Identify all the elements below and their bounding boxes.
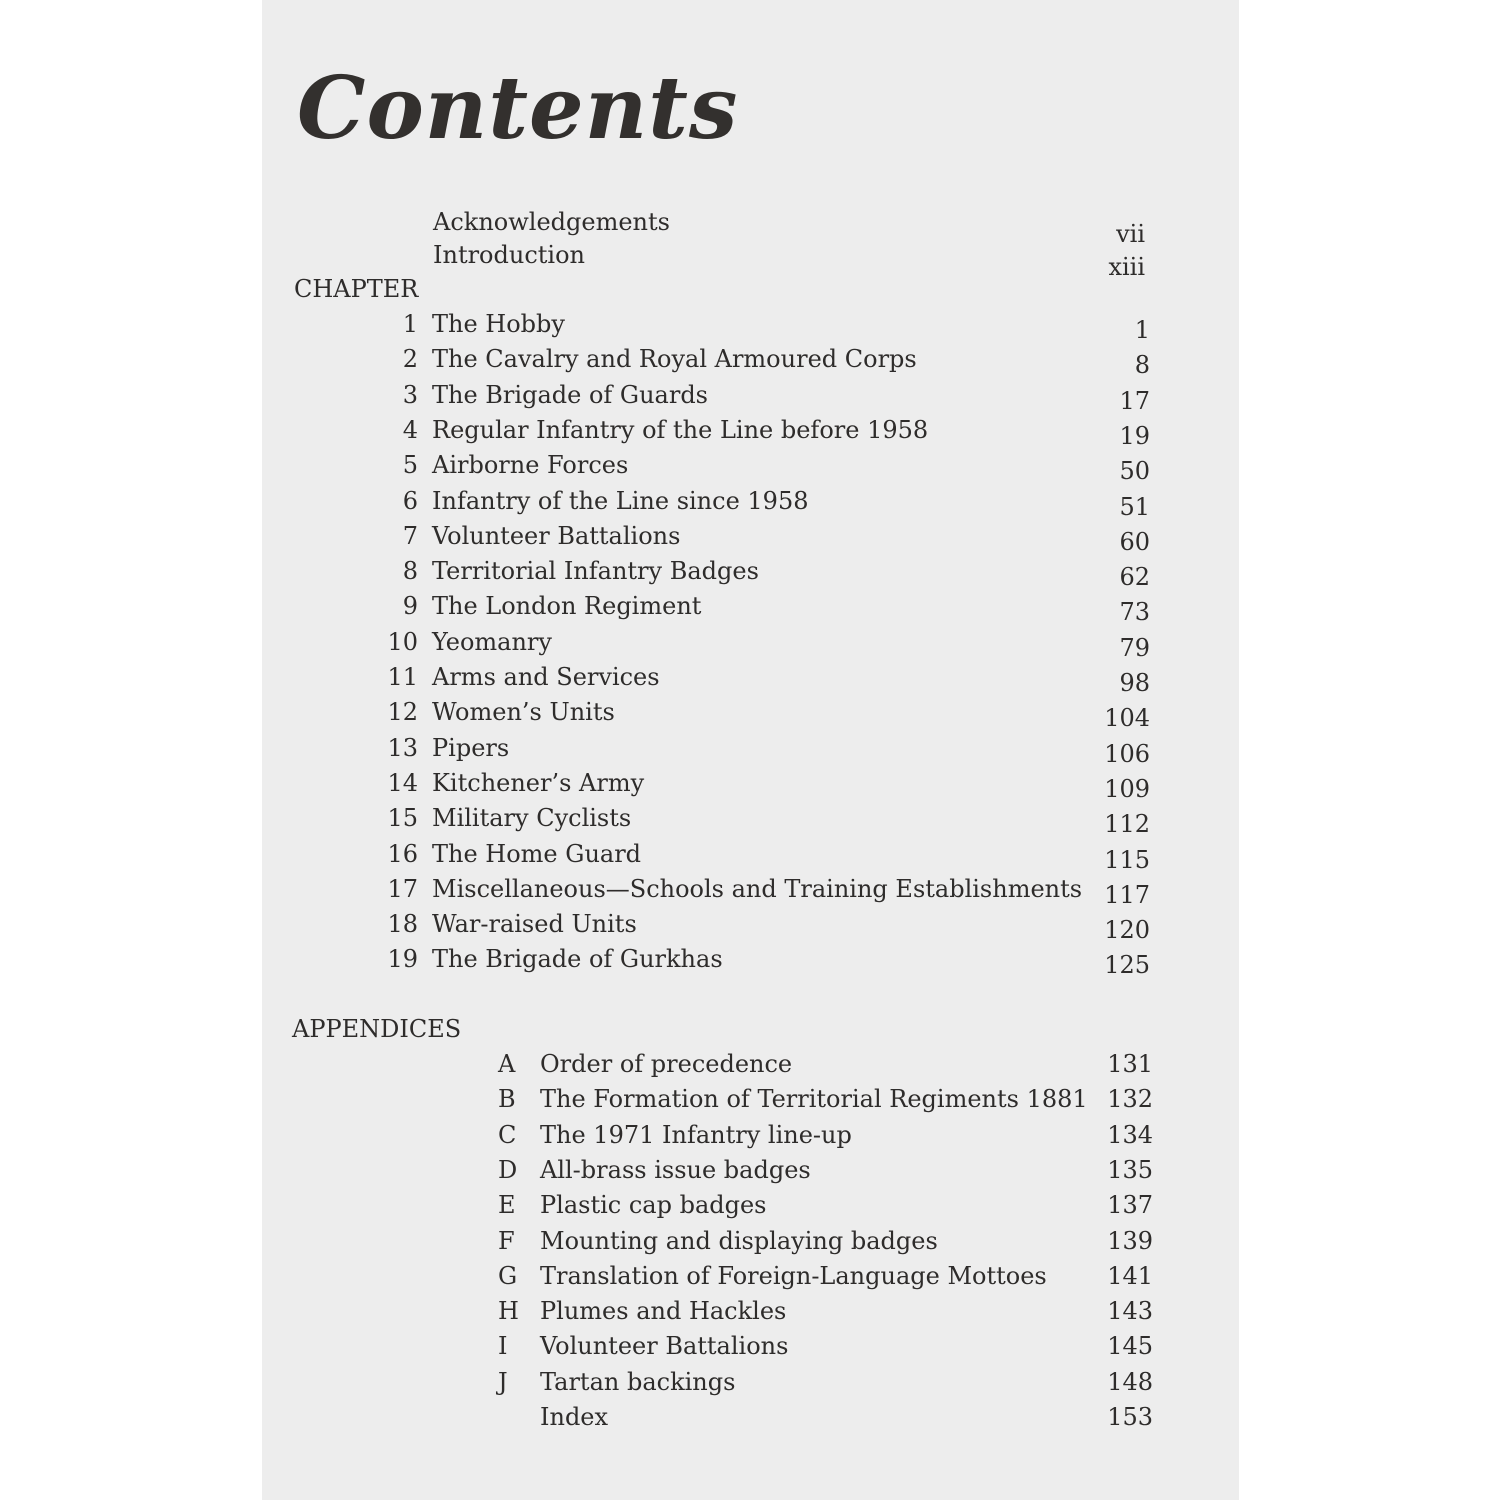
chapter-number: 3: [402, 380, 418, 409]
toc-page-number: 17: [1119, 386, 1150, 415]
toc-entry-title: Index: [540, 1403, 609, 1431]
toc-row: [378, 801, 1150, 839]
toc-row: [498, 1047, 1153, 1081]
toc-page-number: 79: [1119, 633, 1150, 662]
toc-entry-title: Volunteer Battalions: [432, 521, 681, 550]
toc-page-number: 137: [1107, 1191, 1153, 1220]
chapter-number: 9: [402, 592, 418, 621]
toc-page-number: 153: [1107, 1403, 1153, 1431]
chapter-number: 1: [402, 310, 418, 338]
toc-page-number: 104: [1104, 704, 1150, 733]
appendix-letter: B: [498, 1085, 516, 1114]
toc-page-number: 51: [1119, 492, 1150, 521]
toc-row: [498, 1259, 1153, 1293]
appendix-letter: H: [498, 1297, 519, 1326]
chapter-number: 5: [402, 451, 418, 480]
toc-page-number: 139: [1107, 1226, 1153, 1255]
toc-row: [378, 625, 1150, 662]
toc-entry-title: Miscellaneous—Schools and Training Establishments: [432, 874, 1083, 903]
toc-page-number: 134: [1107, 1120, 1153, 1149]
chapter-number: 14: [387, 768, 418, 797]
toc-page-number: 112: [1104, 810, 1150, 839]
toc-row: [498, 1224, 1153, 1258]
toc-row: [498, 1118, 1153, 1152]
toc-page-number: 135: [1107, 1155, 1153, 1184]
toc-entry-title: Plumes and Hackles: [540, 1297, 787, 1326]
toc-entry-title: Territorial Infantry Badges: [432, 557, 759, 586]
toc-entry-title: Pipers: [432, 733, 510, 762]
toc-entry-title: Women’s Units: [432, 698, 615, 727]
toc-row: [378, 907, 1150, 945]
chapter-number: 12: [387, 698, 418, 727]
toc-row: [378, 766, 1150, 803]
chapter-number: 6: [402, 486, 418, 515]
toc-entry-title: Acknowledgements: [433, 208, 670, 236]
toc-page-number: 120: [1104, 916, 1150, 945]
toc-row: [378, 695, 1150, 733]
toc-page-number: 148: [1107, 1367, 1153, 1396]
chapter-number: 8: [402, 557, 418, 586]
toc-row: [378, 837, 1150, 874]
appendices-heading: APPENDICES: [292, 1015, 462, 1043]
toc-page-number: vii: [1116, 220, 1145, 248]
chapter-number: 18: [387, 910, 418, 939]
toc-entry-title: Yeomanry: [432, 627, 552, 656]
toc-row: [498, 1294, 1153, 1328]
appendix-letter: F: [498, 1226, 515, 1255]
chapter-number: 17: [387, 874, 418, 903]
toc-page-number: 141: [1107, 1261, 1153, 1290]
toc-entry-title: The 1971 Infantry line-up: [540, 1120, 852, 1149]
toc-entry-title: The Brigade of Guards: [432, 380, 708, 409]
toc-entry-title: Order of precedence: [540, 1050, 793, 1078]
chapter-number: 16: [387, 839, 418, 868]
toc-page-number: 19: [1119, 421, 1150, 450]
toc-entry-title: The Home Guard: [432, 839, 642, 868]
toc-row: [498, 1082, 1153, 1116]
toc-entry-title: Volunteer Battalions: [540, 1332, 789, 1361]
toc-entry-title: War-raised Units: [432, 910, 637, 939]
toc-page-number: 50: [1119, 457, 1150, 486]
page-title: Contents: [297, 58, 739, 159]
toc-entry-title: The Brigade of Gurkhas: [432, 945, 723, 974]
chapter-number: 7: [402, 521, 418, 550]
toc-row: [498, 1153, 1153, 1187]
chapter-heading: CHAPTER: [294, 275, 419, 303]
toc-page-number: 125: [1104, 951, 1150, 980]
toc-row: [378, 519, 1150, 556]
toc-page-number: 132: [1107, 1085, 1153, 1114]
toc-row: [378, 378, 1150, 415]
toc-entry-title: The Hobby: [432, 310, 565, 338]
toc-entry-title: Plastic cap badges: [540, 1191, 767, 1220]
toc-entry-title: Tartan backings: [540, 1367, 736, 1396]
toc-entry-title: Translation of Foreign-Language Mottoes: [540, 1261, 1047, 1290]
appendix-letter: A: [498, 1050, 516, 1078]
toc-entry-title: The London Regiment: [432, 592, 702, 621]
toc-page-number: 106: [1104, 739, 1150, 768]
toc-page-number: 1: [1134, 316, 1150, 344]
toc-page-number: 131: [1107, 1050, 1153, 1078]
toc-entry-title: Regular Infantry of the Line before 1958: [432, 415, 929, 444]
toc-row: [498, 1329, 1153, 1363]
toc-entry-title: The Cavalry and Royal Armoured Corps: [432, 345, 917, 374]
appendix-letter: E: [498, 1191, 516, 1220]
chapter-number: 13: [387, 733, 418, 762]
toc-page-number: 8: [1134, 351, 1150, 380]
chapter-number: 2: [402, 345, 418, 374]
toc-row: [433, 205, 1145, 248]
toc-entry-title: All-brass issue badges: [540, 1155, 811, 1184]
appendix-letter: J: [498, 1367, 508, 1396]
toc-page-number: 60: [1119, 527, 1150, 556]
toc-page-number: 109: [1104, 774, 1150, 803]
chapter-number: 10: [387, 627, 418, 656]
toc-page-number: 62: [1119, 563, 1150, 592]
toc-row: [378, 342, 1150, 380]
toc-page-number: 143: [1107, 1297, 1153, 1326]
toc-row: [378, 413, 1150, 450]
toc-page-number: 117: [1104, 880, 1150, 909]
toc-entry-title: Arms and Services: [432, 663, 660, 691]
toc-page-number: 145: [1107, 1332, 1153, 1361]
toc-page-number: xiii: [1108, 253, 1145, 281]
toc-entry-title: Introduction: [433, 241, 585, 269]
toc-row: [498, 1400, 1153, 1434]
toc-row: [498, 1365, 1153, 1399]
chapter-number: 19: [387, 945, 418, 974]
toc-entry-title: Infantry of the Line since 1958: [432, 486, 809, 515]
toc-row: [378, 872, 1150, 909]
appendix-letter: G: [498, 1261, 518, 1290]
toc-entry-title: Mounting and displaying badges: [540, 1226, 938, 1255]
toc-row: [378, 307, 1150, 344]
toc-row: [378, 589, 1150, 627]
toc-row: [378, 554, 1150, 592]
chapter-number: 4: [402, 415, 418, 444]
toc-page-number: 98: [1119, 669, 1150, 697]
toc-page-number: 115: [1104, 845, 1150, 874]
toc-entry-title: Military Cyclists: [432, 804, 632, 833]
toc-row: [378, 448, 1150, 486]
chapter-number: 11: [387, 663, 418, 691]
toc-row: [378, 660, 1150, 697]
toc-row: [498, 1188, 1153, 1222]
toc-row: [378, 484, 1150, 521]
toc-entry-title: Kitchener’s Army: [432, 768, 645, 797]
toc-row: [378, 731, 1150, 768]
toc-entry-title: Airborne Forces: [432, 451, 629, 480]
toc-page-number: 73: [1119, 598, 1150, 627]
appendix-letter: D: [498, 1155, 518, 1184]
toc-row: [378, 942, 1150, 980]
chapter-number: 15: [387, 804, 418, 833]
toc-entry-title: The Formation of Territorial Regiments 1881: [540, 1085, 1088, 1114]
toc-row: [433, 238, 1145, 281]
appendix-letter: C: [498, 1120, 517, 1149]
appendix-letter: I: [498, 1332, 508, 1361]
